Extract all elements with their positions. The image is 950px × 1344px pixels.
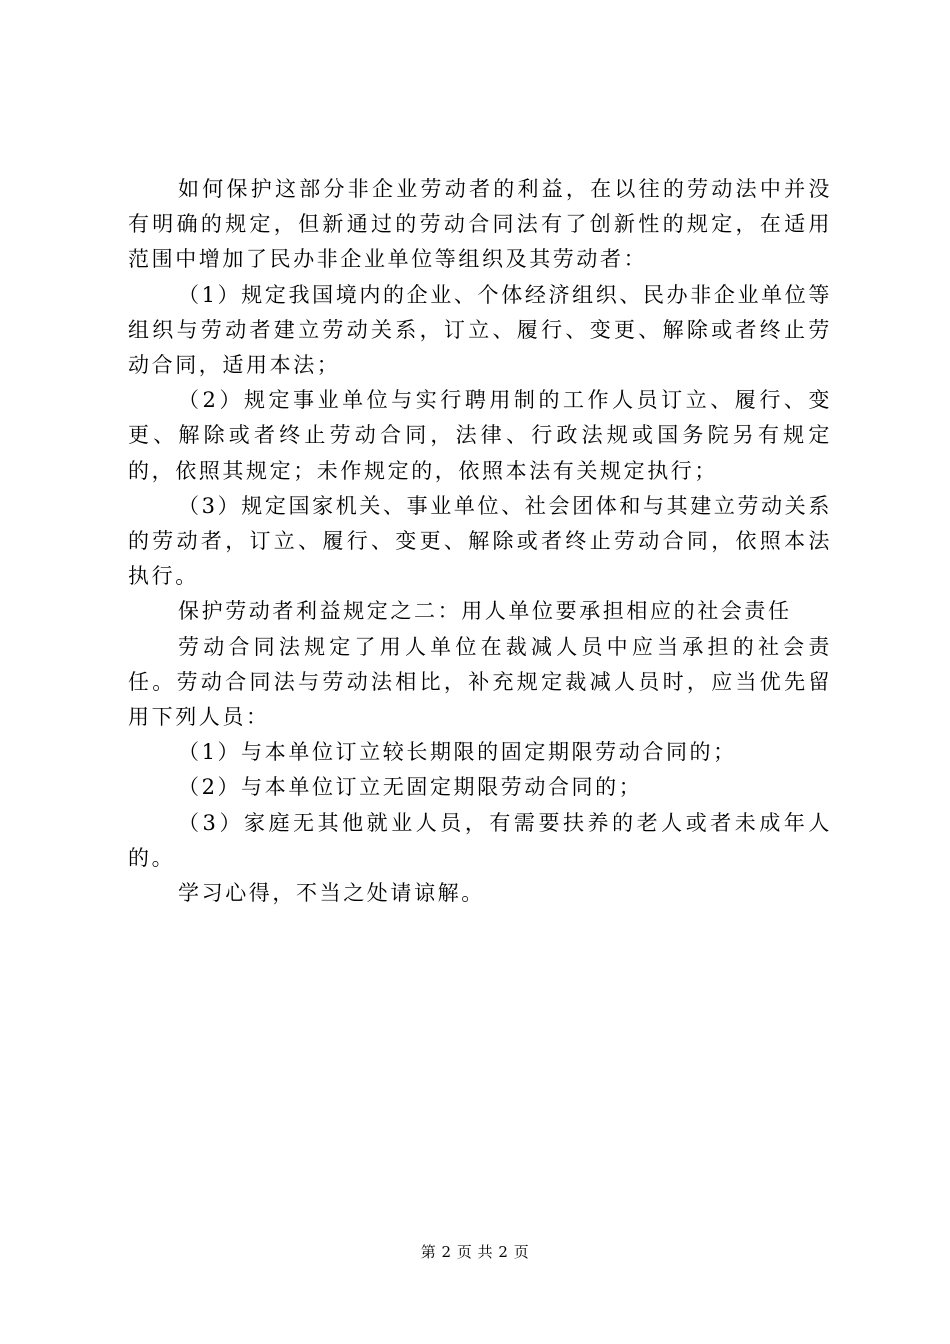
paragraph-intro: 如何保护这部分非企业劳动者的利益，在以往的劳动法中并没有明确的规定，但新通过的劳动合同法有了创新性的规定，在适用范围中增加了民办非企业单位等组织及其劳动者： [128,177,832,272]
section-heading-two: 保护劳动者利益规定之二：用人单位要承担相应的社会责任 [178,599,792,624]
paragraph-closing: 学习心得，不当之处请谅解。 [178,881,485,906]
paragraph-item-1: （1）规定我国境内的企业、个体经济组织、民办非企业单位等组织与劳动者建立劳动关系，订立、履行、变更、解除或者终止劳动合同，适用本法； [128,282,832,378]
paragraph-retain-3: （3）家庭无其他就业人员，有需要扶养的老人或者未成年人的。 [128,810,832,870]
paragraph-retain-1: （1）与本单位订立较长期限的固定期限劳动合同的； [178,740,737,765]
document-body [128,172,832,911]
page-footer: 第 2 页 共 2 页 [420,1243,530,1261]
paragraph-social-responsibility: 劳动合同法规定了用人单位在裁减人员中应当承担的社会责任。劳动合同法与劳动法相比，补充规定裁减人员时，应当优先留用下列人员： [128,634,832,730]
paragraph-item-2: （2）规定事业单位与实行聘用制的工作人员订立、履行、变更、解除或者终止劳动合同，法律、行政法规或国务院另有规定的，依照其规定；未作规定的，依照本法有关规定执行； [128,388,832,483]
paragraph-item-3: （3）规定国家机关、事业单位、社会团体和与其建立劳动关系的劳动者，订立、履行、变更、解除或者终止劳动合同，依照本法执行。 [128,493,832,589]
paragraph-retain-2: （2）与本单位订立无固定期限劳动合同的； [178,775,643,800]
